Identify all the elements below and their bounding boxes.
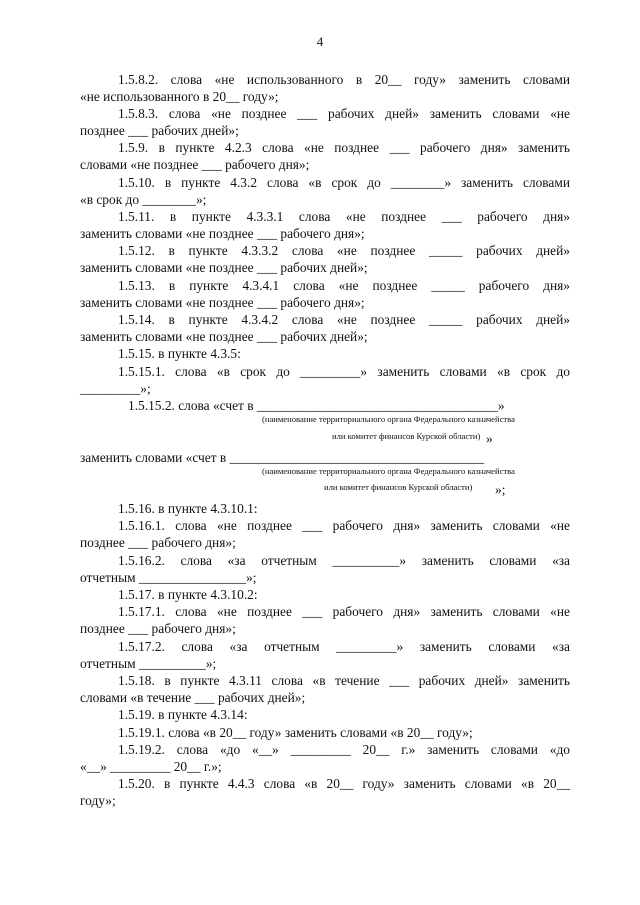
text-line: отчетным ________________»;: [80, 570, 257, 585]
text-line: 1.5.19. в пункте 4.3.14:: [118, 707, 248, 722]
text-line: 1.5.10. в пункте 4.3.2 слова «в срок до ________» заменить словами: [118, 175, 570, 190]
field-caption: (наименование территориального органа Федерального казначейства: [262, 414, 515, 424]
text-line: заменить словами «счет в ______________________________________: [80, 450, 485, 465]
text-line: году»;: [80, 793, 116, 808]
text-line: »: [486, 431, 493, 446]
text-line: позднее ___ рабочих дней»;: [80, 123, 239, 138]
text-line: _________»;: [80, 381, 151, 396]
text-line: 1.5.11. в пункте 4.3.3.1 слова «не позднее ___ рабочего дня»: [118, 209, 570, 224]
text-line: 1.5.8.2. слова «не использованного в 20__ году» заменить словами: [118, 72, 570, 87]
text-line: заменить словами «не позднее ___ рабочих дней»;: [80, 260, 368, 275]
text-line: «в срок до ________»;: [80, 192, 207, 207]
text-line: 1.5.17. в пункте 4.3.10.2:: [118, 587, 258, 602]
text-line: 1.5.15.2. слова «счет в ____________________________________»: [128, 398, 505, 413]
text-line: 1.5.14. в пункте 4.3.4.2 слова «не позднее _____ рабочих дней»: [118, 312, 570, 327]
field-caption: (наименование территориального органа Федерального казначейства: [262, 466, 515, 476]
text-line: 1.5.18. в пункте 4.3.11 слова «в течение ___ рабочих дней» заменить: [118, 673, 570, 688]
text-line: 1.5.16.2. слова «за отчетным __________» заменить словами «за: [118, 553, 570, 568]
page-number: 4: [316, 34, 324, 49]
field-caption: или комитет финансов Курской области): [332, 431, 481, 441]
text-line: 1.5.9. в пункте 4.2.3 слова «не позднее ___ рабочего дня» заменить: [118, 140, 570, 155]
text-line: «__» _________ 20__ г.»;: [80, 759, 222, 774]
text-line: заменить словами «не позднее ___ рабочего дня»;: [80, 226, 365, 241]
text-line: позднее ___ рабочего дня»;: [80, 621, 236, 636]
text-line: заменить словами «не позднее ___ рабочих дней»;: [80, 329, 368, 344]
text-line: «не использованного в 20__ году»;: [80, 89, 279, 104]
text-line: 1.5.19.2. слова «до «__» _________ 20__ г.» заменить словами «до: [118, 742, 570, 757]
text-line: 1.5.17.1. слова «не позднее ___ рабочего дня» заменить словами «не: [118, 604, 570, 619]
text-line: 1.5.19.1. слова «в 20__ году» заменить словами «в 20__ году»;: [118, 725, 473, 740]
text-line: словами «не позднее ___ рабочего дня»;: [80, 157, 310, 172]
text-line: 1.5.15.1. слова «в срок до _________» заменить словами «в срок до: [118, 364, 570, 379]
text-line: 1.5.15. в пункте 4.3.5:: [118, 346, 241, 361]
text-line: 1.5.13. в пункте 4.3.4.1 слова «не позднее _____ рабочего дня»: [118, 278, 570, 293]
text-line: отчетным __________»;: [80, 656, 217, 671]
text-line: 1.5.16.1. слова «не позднее ___ рабочего дня» заменить словами «не: [118, 518, 570, 533]
text-line: словами «в течение ___ рабочих дней»;: [80, 690, 306, 705]
text-line: 1.5.12. в пункте 4.3.3.2 слова «не позднее _____ рабочих дней»: [118, 243, 570, 258]
text-line: 1.5.17.2. слова «за отчетным _________» заменить словами «за: [118, 639, 570, 654]
field-caption: или комитет финансов Курской области): [324, 482, 473, 492]
text-line: 1.5.8.3. слова «не позднее ___ рабочих дней» заменить словами «не: [118, 106, 570, 121]
text-line: 1.5.20. в пункте 4.4.3 слова «в 20__ году» заменить словами «в 20__: [118, 776, 570, 791]
text-line: заменить словами «не позднее ___ рабочего дня»;: [80, 295, 365, 310]
text-line: позднее ___ рабочего дня»;: [80, 535, 236, 550]
text-line: »;: [495, 482, 506, 497]
text-line: 1.5.16. в пункте 4.3.10.1:: [118, 501, 258, 516]
